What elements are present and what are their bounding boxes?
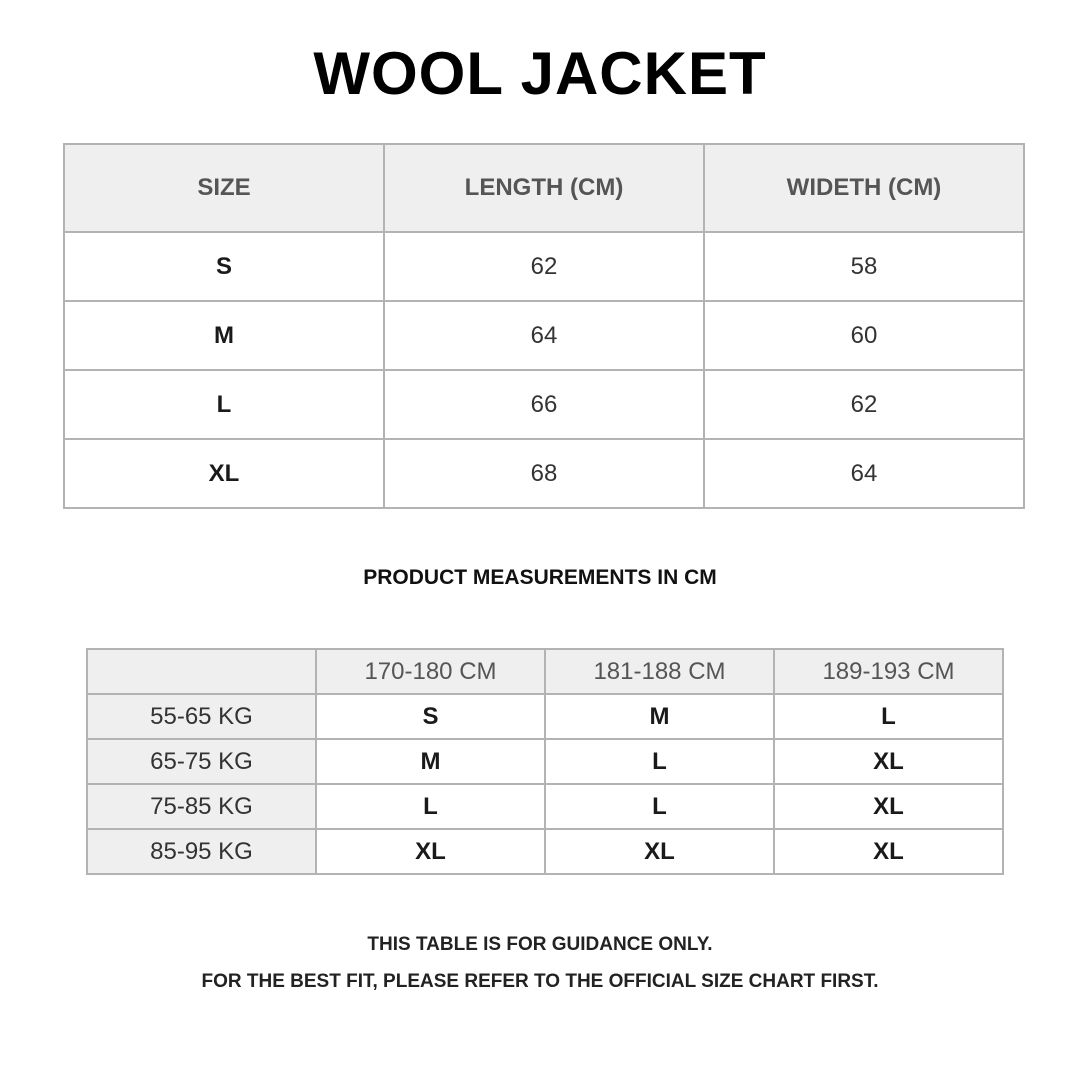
length-cell: 66 xyxy=(384,370,704,439)
fit-note: FOR THE BEST FIT, PLEASE REFER TO THE OFFICIAL SIZE CHART FIRST. xyxy=(201,971,879,992)
table-row xyxy=(87,739,1003,784)
table-row xyxy=(87,694,1003,739)
size-chart-header-row xyxy=(64,144,1024,232)
page-title: WOOL JACKET xyxy=(313,40,767,107)
weight-cell: 75-85 KG xyxy=(87,784,316,829)
recommended-size-cell: L xyxy=(316,784,545,829)
length-cell: 68 xyxy=(384,439,704,508)
recommended-size-cell: S xyxy=(316,694,545,739)
recommended-size-cell: M xyxy=(316,739,545,784)
table-row xyxy=(64,439,1024,508)
size-header: SIZE xyxy=(64,144,384,232)
recommended-size-cell: XL xyxy=(774,739,1003,784)
width-header: WIDETH (CM) xyxy=(704,144,1024,232)
corner-cell xyxy=(87,649,316,694)
weight-cell: 85-95 KG xyxy=(87,829,316,874)
table-row xyxy=(87,829,1003,874)
size-cell: XL xyxy=(64,439,384,508)
recommended-size-cell: XL xyxy=(545,829,774,874)
width-cell: 58 xyxy=(704,232,1024,301)
table-row xyxy=(64,232,1024,301)
recommended-size-cell: L xyxy=(545,739,774,784)
width-cell: 62 xyxy=(704,370,1024,439)
height-header: 181-188 CM xyxy=(545,649,774,694)
size-cell: L xyxy=(64,370,384,439)
weight-cell: 65-75 KG xyxy=(87,739,316,784)
width-cell: 64 xyxy=(704,439,1024,508)
recommended-size-cell: L xyxy=(545,784,774,829)
recommended-size-cell: XL xyxy=(774,784,1003,829)
recommended-size-cell: M xyxy=(545,694,774,739)
length-cell: 62 xyxy=(384,232,704,301)
table-row xyxy=(64,370,1024,439)
width-cell: 60 xyxy=(704,301,1024,370)
length-cell: 64 xyxy=(384,301,704,370)
size-recommendation-table xyxy=(86,648,1004,875)
table-row xyxy=(64,301,1024,370)
size-cell: M xyxy=(64,301,384,370)
height-header-row xyxy=(87,649,1003,694)
size-chart-table xyxy=(63,143,1025,509)
recommended-size-cell: L xyxy=(774,694,1003,739)
height-header: 170-180 CM xyxy=(316,649,545,694)
measurements-subtitle: PRODUCT MEASUREMENTS IN CM xyxy=(363,566,717,589)
length-header: LENGTH (CM) xyxy=(384,144,704,232)
size-cell: S xyxy=(64,232,384,301)
height-header: 189-193 CM xyxy=(774,649,1003,694)
recommended-size-cell: XL xyxy=(316,829,545,874)
table-row xyxy=(87,784,1003,829)
recommended-size-cell: XL xyxy=(774,829,1003,874)
guidance-note: THIS TABLE IS FOR GUIDANCE ONLY. xyxy=(367,934,713,955)
weight-cell: 55-65 KG xyxy=(87,694,316,739)
